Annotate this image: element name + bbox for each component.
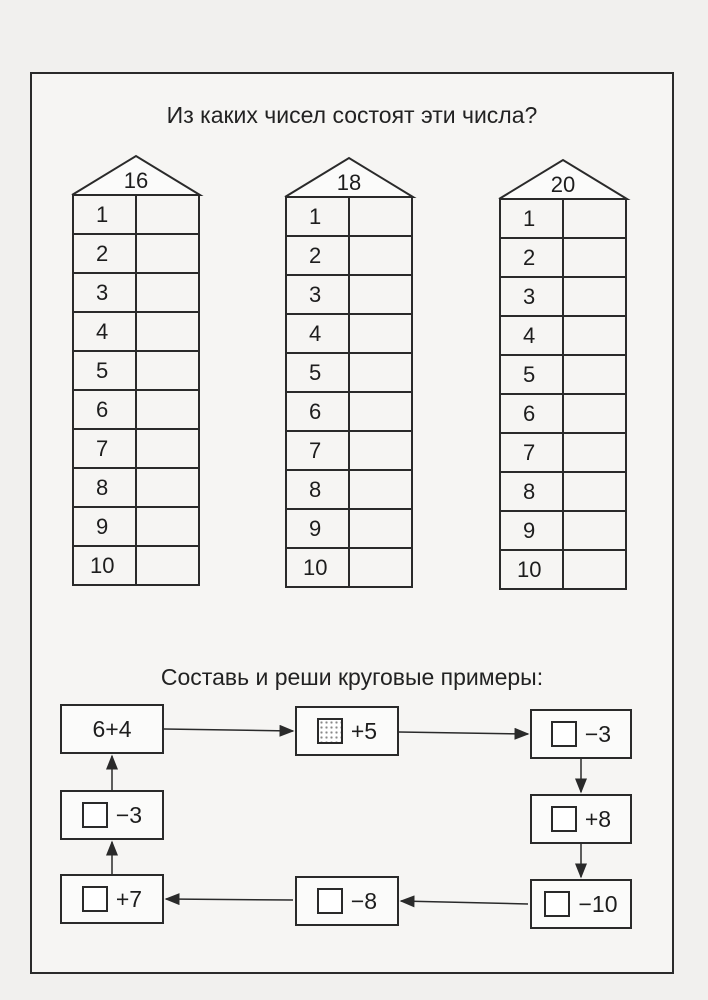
section-title-circular-examples: Составь и реши круговые примеры: (160, 664, 544, 690)
addend-cell: 4 (286, 314, 349, 353)
addend-cell: 1 (500, 199, 563, 238)
addend-cell: 1 (286, 197, 349, 236)
addend-cell: 7 (500, 433, 563, 472)
house-roof-number: 16 (123, 168, 149, 193)
addend-cell: 10 (286, 548, 349, 587)
worksheet-title: Из каких чисел состоят эти числа? (166, 102, 538, 128)
addend-cell: 3 (73, 273, 136, 312)
addend-cell: 10 (500, 550, 563, 589)
addend-cell: 6 (286, 392, 349, 431)
addend-cell: 8 (500, 472, 563, 511)
example-operation: +5 (350, 717, 378, 744)
addend-cell: 9 (500, 511, 563, 550)
addend-cell: 9 (286, 509, 349, 548)
addend-cell: 8 (286, 470, 349, 509)
addend-cell: 2 (73, 234, 136, 273)
addend-cell: 3 (500, 277, 563, 316)
addend-cell: 2 (286, 236, 349, 275)
arrow-4 (401, 901, 528, 904)
example-operation: +7 (115, 885, 143, 912)
addend-cell: 3 (286, 275, 349, 314)
addend-cell: 9 (73, 507, 136, 546)
example-operation: 6+4 (92, 715, 132, 742)
example-operation: −3 (584, 720, 612, 747)
worksheet-frame (30, 72, 674, 974)
addend-cell: 5 (73, 351, 136, 390)
addend-cell: 4 (73, 312, 136, 351)
addend-cell: 7 (286, 431, 349, 470)
house-roof-number: 18 (336, 170, 362, 195)
addend-cell: 10 (73, 546, 136, 585)
addend-cell: 8 (73, 468, 136, 507)
chain-arrows (32, 74, 676, 976)
addend-cell: 5 (286, 353, 349, 392)
addend-cell: 1 (73, 195, 136, 234)
addend-cell: 2 (500, 238, 563, 277)
example-operation: −8 (350, 887, 378, 914)
addend-cell: 4 (500, 316, 563, 355)
arrow-0 (164, 729, 293, 731)
arrow-1 (399, 732, 528, 734)
house-roof-number: 20 (550, 172, 576, 197)
addend-cell: 6 (500, 394, 563, 433)
example-operation: +8 (584, 805, 612, 832)
example-operation: −3 (115, 801, 143, 828)
addend-cell: 7 (73, 429, 136, 468)
addend-cell: 6 (73, 390, 136, 429)
example-operation: −10 (578, 890, 618, 917)
arrow-5 (166, 899, 293, 900)
addend-cell: 5 (500, 355, 563, 394)
